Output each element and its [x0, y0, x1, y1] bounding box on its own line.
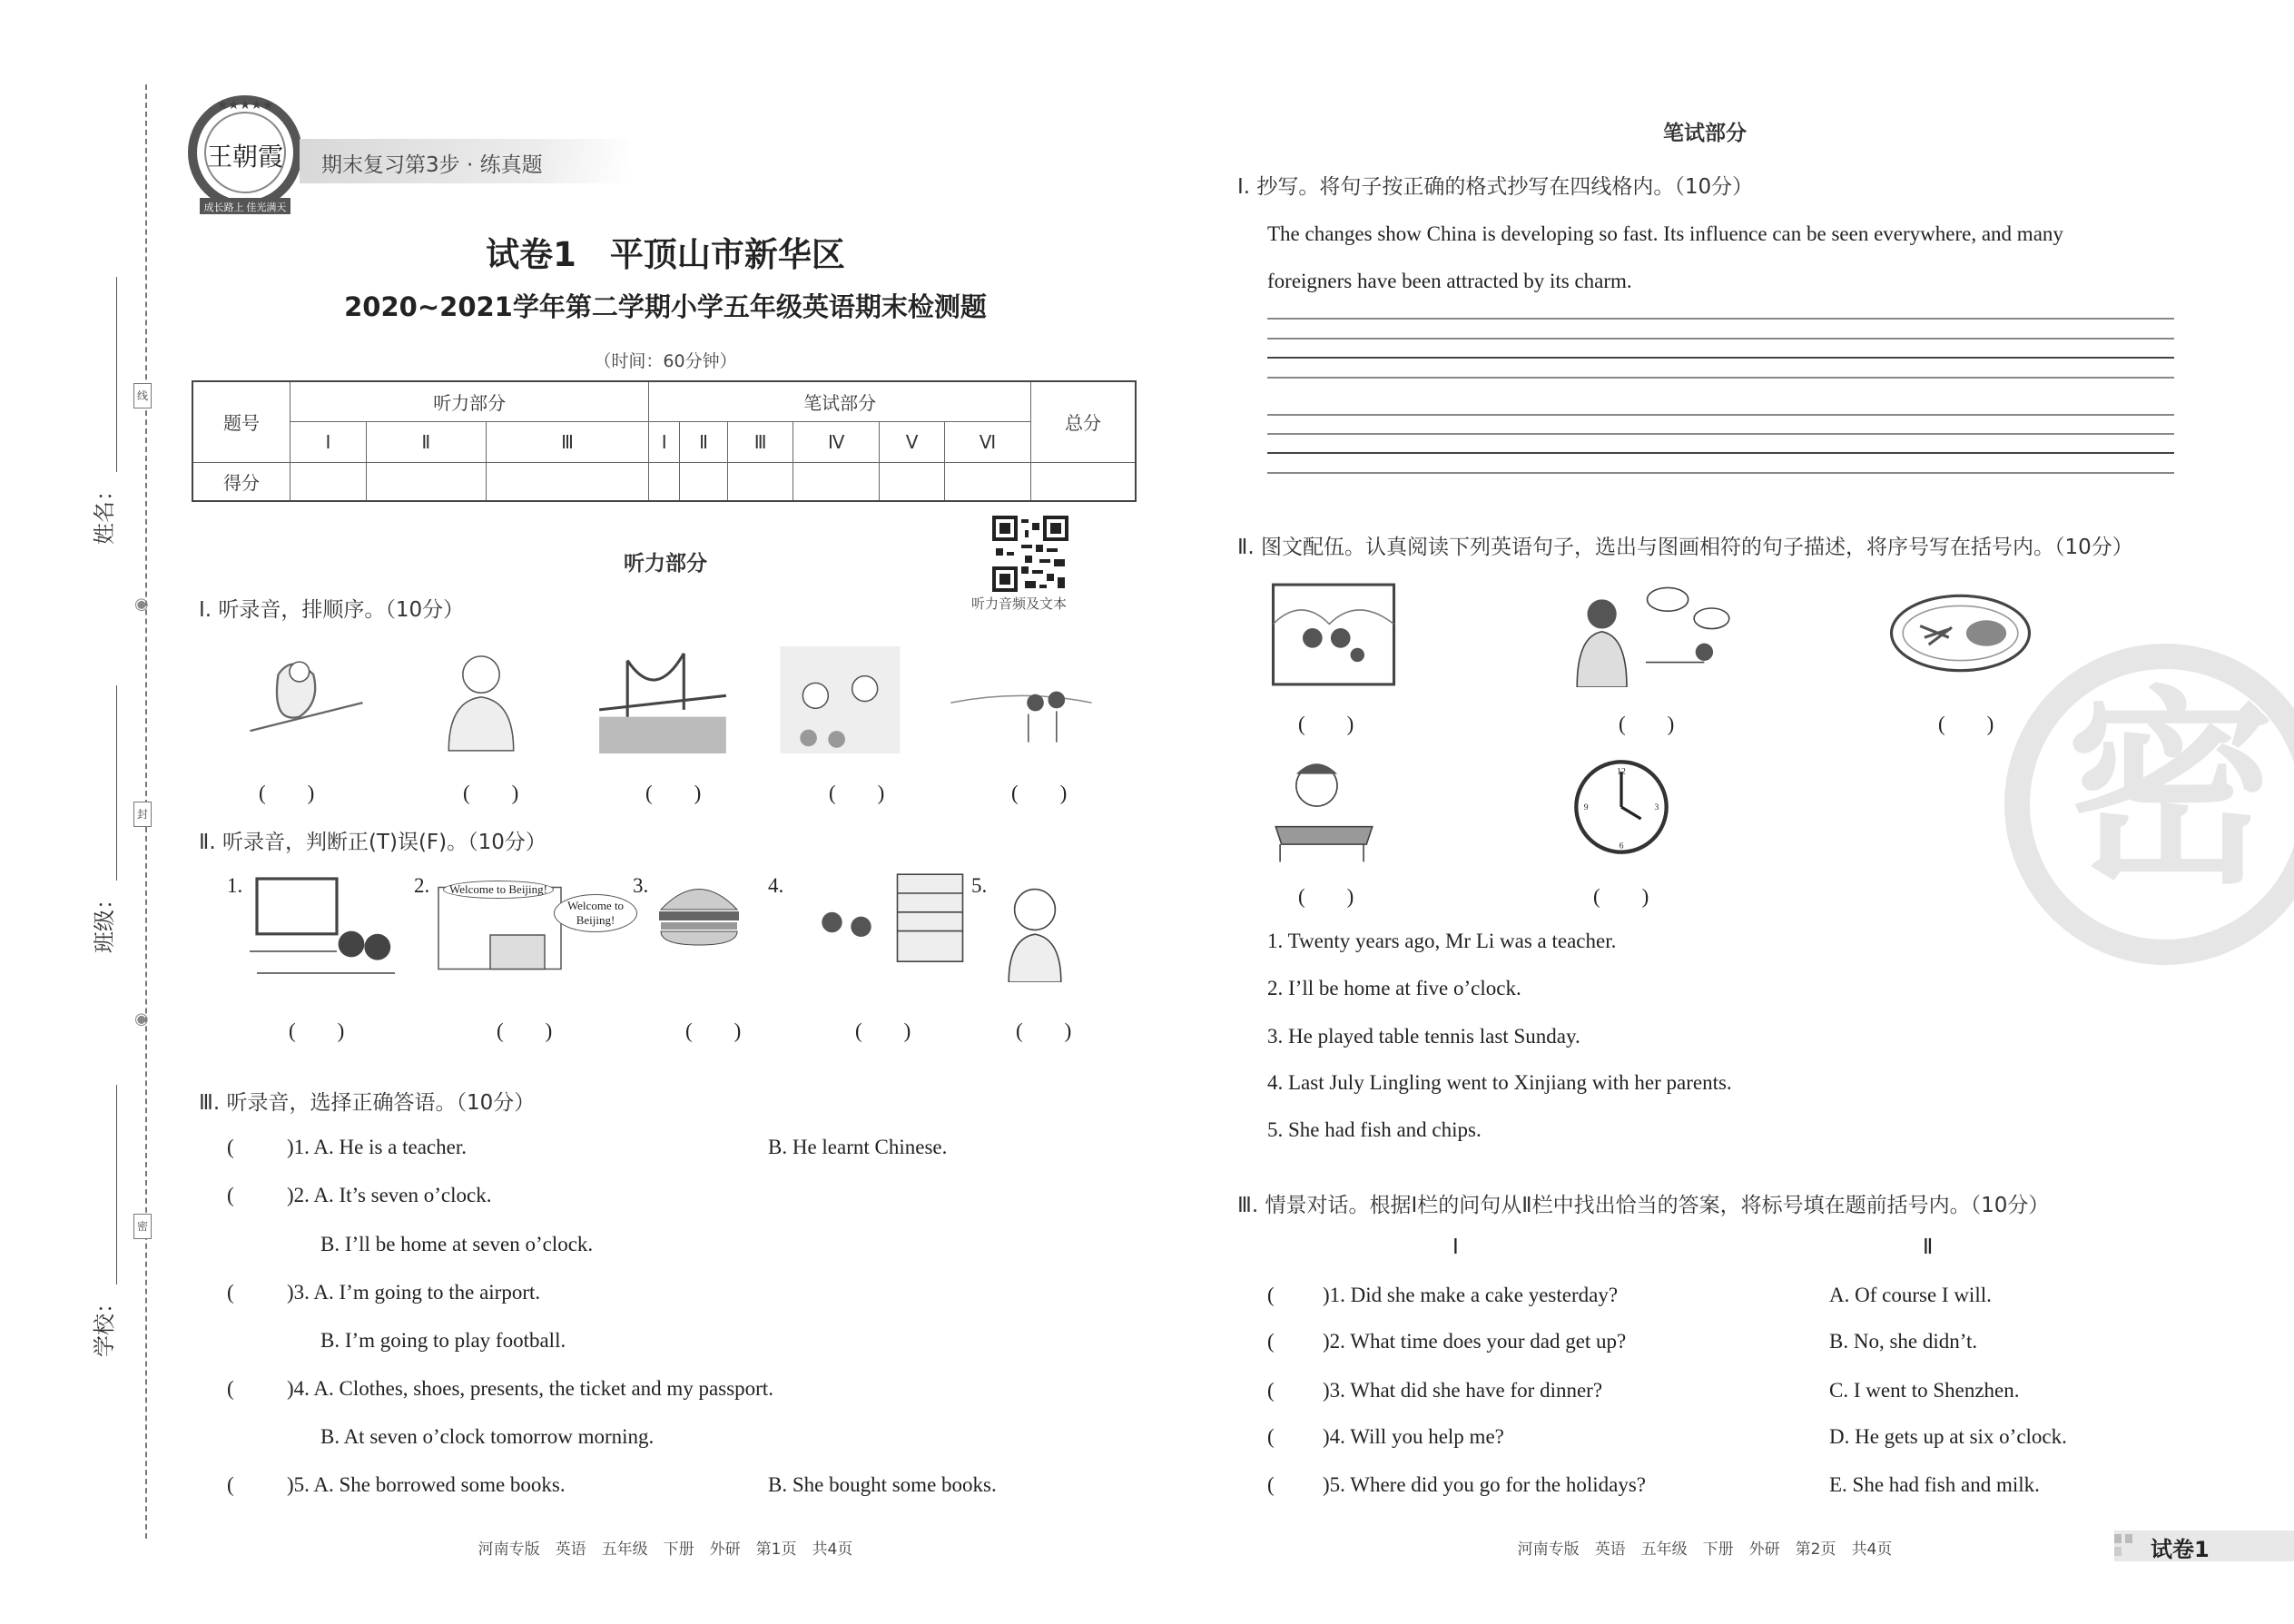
- school-underline[interactable]: [116, 1085, 117, 1284]
- paper-tab-label: 试卷1: [2151, 1537, 2210, 1562]
- picture-bridge: [599, 646, 726, 753]
- answer-paren[interactable]: (: [1267, 1330, 1275, 1353]
- answer-paren[interactable]: (: [1267, 1379, 1275, 1402]
- sentence-1: 1. Twenty years ago, Mr Li was a teacher.: [1267, 930, 1617, 952]
- item-number: 4.: [768, 874, 784, 897]
- sentence-5: 5. She had fish and chips.: [1267, 1118, 1482, 1141]
- svg-text:9: 9: [1583, 802, 1589, 813]
- answer-bracket[interactable]: ( ): [1011, 782, 1068, 804]
- page-footer-right: 河南专版 英语 五年级 下册 外研 第2页 共4页: [1517, 1540, 1893, 1559]
- col-writing-4: Ⅳ: [793, 421, 880, 462]
- binding-hole-icon: ◉: [134, 595, 149, 613]
- row-header: 题号: [192, 381, 290, 462]
- picture-man: [431, 646, 531, 753]
- page-footer-left: 河南专版 英语 五年级 下册 外研 第1页 共4页: [478, 1540, 853, 1559]
- total-header: 总分: [1031, 381, 1137, 462]
- svg-text:王朝霞: 王朝霞: [206, 142, 284, 172]
- answer-bracket[interactable]: ( ): [1938, 713, 1994, 735]
- q3-item-3-a: )3. A. I’m going to the airport.: [287, 1281, 541, 1304]
- answer-paren[interactable]: (: [1267, 1425, 1275, 1448]
- listening-q1-title: Ⅰ. 听录音，排顺序。（10分）: [199, 598, 465, 622]
- exam-time: （时间：60分钟）: [594, 351, 737, 371]
- answer-bracket[interactable]: ( ): [497, 1019, 553, 1042]
- svg-text:★★★★★: ★★★★★: [216, 99, 274, 113]
- dialog-question-5: )5. Where did you go for the holidays?: [1323, 1473, 1646, 1496]
- class-underline[interactable]: [116, 685, 117, 881]
- q3-item-4-a: )4. A. Clothes, shoes, presents, the ticket and my passport.: [287, 1377, 773, 1400]
- q3-item-1-a: )1. A. He is a teacher.: [287, 1136, 467, 1158]
- answer-paren[interactable]: (: [1267, 1473, 1275, 1496]
- dialog-question-3: )3. What did she have for dinner?: [1323, 1379, 1603, 1402]
- answer-bracket[interactable]: ( ): [1593, 885, 1649, 908]
- picture-library: [794, 871, 971, 980]
- picture-beach: [949, 646, 1094, 753]
- sentence-2: 2. I’ll be home at five o’clock.: [1267, 977, 1521, 999]
- answer-paren[interactable]: (: [227, 1136, 234, 1158]
- answer-paren[interactable]: (: [227, 1184, 234, 1206]
- paper-tab: [2114, 1530, 2294, 1561]
- seal-mark-xian: 线: [133, 383, 152, 408]
- dialog-answer-b: B. No, she didn’t.: [1829, 1330, 1978, 1353]
- page-subtitle: 2020~2021学年第二学期小学五年级英语期末检测题: [344, 291, 987, 322]
- picture-circus: [779, 646, 901, 753]
- score-cell[interactable]: [793, 462, 880, 501]
- tab-decoration-icon: [2114, 1534, 2122, 1543]
- answer-paren[interactable]: (: [227, 1473, 234, 1496]
- picture-tv: [250, 871, 395, 980]
- score-cell[interactable]: [649, 462, 680, 501]
- writing-section-title: 笔试部分: [1663, 122, 1747, 145]
- tab-decoration-icon: [2125, 1534, 2132, 1543]
- answer-bracket[interactable]: ( ): [1619, 713, 1675, 735]
- copy-sentence-line-2: foreigners have been attracted by its charm.: [1267, 270, 1632, 292]
- picture-teacher: [1565, 582, 1741, 687]
- qr-code-icon[interactable]: [992, 515, 1068, 593]
- sentence-3: 3. He played table tennis last Sunday.: [1267, 1025, 1580, 1048]
- answer-paren[interactable]: (: [227, 1281, 234, 1304]
- class-label: 班级：: [92, 888, 117, 953]
- column-1-header: Ⅰ: [1452, 1235, 1459, 1258]
- picture-witch: [236, 646, 377, 753]
- picture-family-trip: [1270, 582, 1397, 687]
- answer-paren[interactable]: (: [227, 1377, 234, 1400]
- col-listening-1: Ⅰ: [290, 421, 367, 462]
- dialog-answer-a: A. Of course I will.: [1829, 1284, 1992, 1306]
- answer-bracket[interactable]: ( ): [1298, 885, 1354, 908]
- answer-paren[interactable]: (: [1267, 1284, 1275, 1306]
- writing-q2-title: Ⅱ. 图文配伍。认真阅读下列英语句子，选出与图画相符的句子描述，将序号写在括号内。（10分）: [1237, 536, 2133, 559]
- col-listening-3: Ⅲ: [486, 421, 649, 462]
- column-2-header: Ⅱ: [1923, 1235, 1934, 1258]
- picture-fish-and-chips: [1887, 590, 2033, 676]
- q3-item-5-b: B. She bought some books.: [768, 1473, 997, 1496]
- answer-bracket[interactable]: ( ): [645, 782, 702, 804]
- svg-text:成长路上 佳光满天: 成长路上 佳光满天: [203, 202, 287, 213]
- col-writing-2: Ⅱ: [680, 421, 728, 462]
- answer-bracket[interactable]: ( ): [259, 782, 315, 804]
- watermark-seal: [2004, 644, 2294, 965]
- dialog-answer-c: C. I went to Shenzhen.: [1829, 1379, 2020, 1402]
- dialog-answer-e: E. She had fish and milk.: [1829, 1473, 2040, 1496]
- score-cell[interactable]: [1031, 462, 1137, 501]
- q3-item-4-b: B. At seven o’clock tomorrow morning.: [320, 1425, 655, 1448]
- tab-decoration-icon: [2114, 1547, 2122, 1556]
- col-writing-3: Ⅲ: [728, 421, 793, 462]
- sentence-4: 4. Last July Lingling went to Xinjiang with her parents.: [1267, 1071, 1732, 1094]
- speech-bubble: Welcome to Beijing!: [443, 881, 554, 899]
- writing-q3-title: Ⅲ. 情景对话。根据Ⅰ栏的问句从Ⅱ栏中找出恰当的答案，将标号填在题前括号内。（10分）: [1237, 1194, 2050, 1217]
- listening-q2-title: Ⅱ. 听录音，判断正(T)误(F)。（10分）: [199, 831, 546, 854]
- banner: [300, 139, 629, 183]
- banner-text: 期末复习第3步 · 练真题: [321, 153, 543, 177]
- q3-item-5-a: )5. A. She borrowed some books.: [287, 1473, 566, 1496]
- answer-bracket[interactable]: ( ): [829, 782, 885, 804]
- svg-text:6: 6: [1619, 841, 1624, 851]
- seal-mark-mi: 密: [133, 1214, 152, 1239]
- binding-hole-icon: ◉: [134, 1009, 149, 1028]
- answer-bracket[interactable]: ( ): [289, 1019, 345, 1042]
- item-number: 1.: [227, 874, 243, 897]
- score-cell[interactable]: [366, 462, 486, 501]
- qr-caption: 听力音频及文本: [971, 595, 1068, 612]
- score-table: [192, 380, 1137, 502]
- dialog-answer-d: D. He gets up at six o’clock.: [1829, 1425, 2067, 1448]
- col-listening-2: Ⅱ: [366, 421, 486, 462]
- speech-bubble: Welcome to Beijing!: [554, 894, 637, 932]
- score-cell[interactable]: [486, 462, 649, 501]
- score-cell[interactable]: [728, 462, 793, 501]
- score-cell[interactable]: [680, 462, 728, 501]
- svg-text:12: 12: [1617, 766, 1626, 777]
- answer-bracket[interactable]: ( ): [1298, 713, 1354, 735]
- score-label: 得分: [192, 462, 290, 501]
- item-number: 5.: [971, 874, 988, 897]
- answer-bracket[interactable]: ( ): [463, 782, 519, 804]
- listening-q3-title: Ⅲ. 听录音，选择正确答语。（10分）: [199, 1091, 536, 1115]
- col-writing-5: Ⅴ: [880, 421, 945, 462]
- picture-hamburger: [654, 873, 744, 950]
- name-label: 姓名：: [92, 479, 117, 545]
- name-underline[interactable]: [116, 277, 117, 472]
- copy-sentence-line-1: The changes show China is developing so fast. Its influence can be seen everywhere, and many: [1267, 222, 2063, 245]
- listening-header: 听力部分: [290, 381, 649, 421]
- item-number: 2.: [414, 874, 430, 897]
- svg-text:3: 3: [1654, 802, 1659, 813]
- answer-bracket[interactable]: ( ): [685, 1019, 742, 1042]
- writing-q1-title: Ⅰ. 抄写。将句子按正确的格式抄写在四线格内。（10分）: [1237, 175, 1754, 199]
- dialog-question-2: )2. What time does your dad get up?: [1323, 1330, 1627, 1353]
- listening-section-title: 听力部分: [624, 552, 707, 576]
- item-number: 3.: [633, 874, 649, 897]
- seal-mark-feng: 封: [133, 802, 152, 827]
- col-writing-1: Ⅰ: [649, 421, 680, 462]
- q3-item-3-b: B. I’m going to play football.: [320, 1329, 566, 1352]
- watermark-text: 密: [2066, 670, 2276, 912]
- q3-item-2-a: )2. A. It’s seven o’clock.: [287, 1184, 492, 1206]
- col-writing-6: Ⅵ: [944, 421, 1030, 462]
- q3-item-1-b: B. He learnt Chinese.: [768, 1136, 948, 1158]
- score-cell[interactable]: [290, 462, 367, 501]
- answer-bracket[interactable]: ( ): [855, 1019, 911, 1042]
- writing-header: 笔试部分: [649, 381, 1031, 421]
- page-title: 试卷1 平顶山市新华区: [486, 235, 845, 274]
- dialog-question-4: )4. Will you help me?: [1323, 1425, 1504, 1448]
- clock-icon: [1572, 756, 1670, 858]
- picture-sick-girl: [989, 873, 1080, 982]
- picture-table-tennis: [1273, 753, 1375, 863]
- q3-item-2-b: B. I’ll be home at seven o’clock.: [320, 1233, 594, 1255]
- score-cell[interactable]: [944, 462, 1030, 501]
- score-cell[interactable]: [880, 462, 945, 501]
- answer-bracket[interactable]: ( ): [1016, 1019, 1072, 1042]
- brand-logo: [186, 91, 304, 222]
- school-label: 学校：: [92, 1292, 117, 1357]
- dialog-question-1: )1. Did she make a cake yesterday?: [1323, 1284, 1619, 1306]
